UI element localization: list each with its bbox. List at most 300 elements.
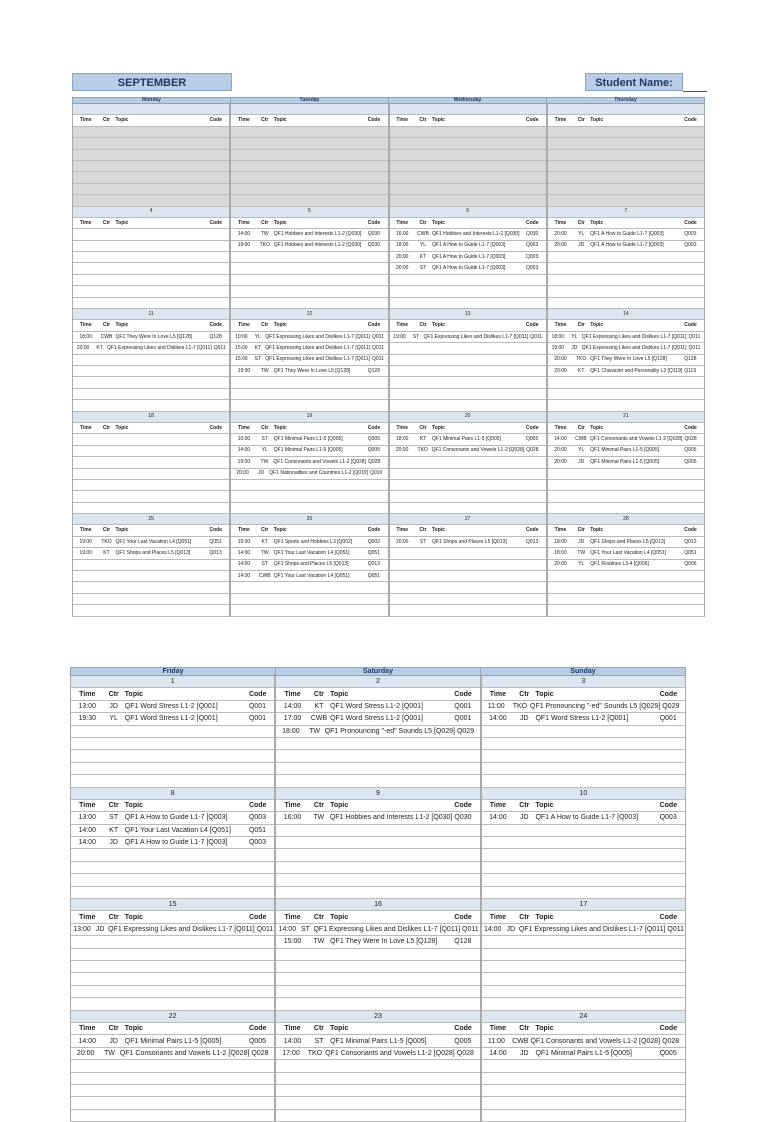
date-number: 19 xyxy=(231,412,387,423)
class-entry-row[interactable] xyxy=(231,434,387,445)
column-header-row xyxy=(231,423,387,434)
empty-row xyxy=(482,750,685,762)
empty-row xyxy=(548,252,704,263)
col-header-topic: Topic xyxy=(535,913,554,921)
class-entry-row[interactable] xyxy=(482,701,685,713)
class-entry-row[interactable] xyxy=(231,457,387,468)
class-time: 20:00 xyxy=(395,253,409,260)
class-time: 20:00 xyxy=(76,1049,95,1057)
class-center: ST xyxy=(419,265,427,272)
class-center: CWB xyxy=(100,333,113,340)
class-entry-row[interactable] xyxy=(231,446,387,457)
class-time: 14:00 xyxy=(489,715,507,723)
day-cell xyxy=(70,788,275,900)
date-number: 25 xyxy=(73,514,229,525)
calendar-fri-sun xyxy=(70,667,686,1057)
col-header-topic: Topic xyxy=(432,424,445,431)
col-header-time: Time xyxy=(79,1025,96,1033)
class-time: 20:00 xyxy=(554,458,567,465)
day-cell xyxy=(72,412,230,515)
empty-row xyxy=(548,275,704,286)
day-header-row xyxy=(70,667,686,676)
col-header-code: Code xyxy=(684,219,697,226)
date-number: 21 xyxy=(548,412,704,423)
col-header-time: Time xyxy=(554,424,567,431)
class-entry-row[interactable] xyxy=(231,537,387,548)
col-header-ctr: Ctr xyxy=(519,1025,530,1033)
col-header-topic: Topic xyxy=(115,424,129,431)
class-center: JD xyxy=(578,538,585,545)
column-header-row xyxy=(73,423,229,434)
class-topic: QF1 Your Last Vacation L4 [Q051] xyxy=(590,549,667,556)
class-entry-row[interactable] xyxy=(390,537,546,548)
class-topic: QF1 Consonants and Vowels L1-2 [Q028] xyxy=(589,436,683,443)
column-header-row xyxy=(231,525,387,536)
col-header-code: Code xyxy=(684,322,697,329)
empty-row xyxy=(71,738,274,750)
empty-row xyxy=(231,389,387,400)
week-row xyxy=(72,207,705,310)
col-header-code: Code xyxy=(684,527,697,534)
col-header-topic: Topic xyxy=(115,117,129,124)
empty-row xyxy=(390,343,546,354)
empty-row xyxy=(231,594,387,605)
class-time: 20:00 xyxy=(395,538,409,545)
date-number: 12 xyxy=(231,309,387,320)
date-number: 11 xyxy=(73,309,229,320)
class-topic: QF1 A How to Guide L1-7 [Q003] xyxy=(432,242,506,249)
class-entry-row[interactable] xyxy=(231,332,387,343)
class-center: JD xyxy=(109,702,118,710)
class-entry-row[interactable] xyxy=(548,537,704,548)
col-header-topic: Topic xyxy=(590,117,604,124)
week-row xyxy=(72,309,705,412)
class-entry-row[interactable] xyxy=(548,229,704,240)
class-center: TW xyxy=(260,367,269,374)
col-header-time: Time xyxy=(238,219,250,226)
class-entry-row[interactable] xyxy=(548,434,704,445)
empty-row xyxy=(390,366,546,377)
class-entry-row[interactable] xyxy=(390,252,546,263)
col-header-ctr: Ctr xyxy=(577,527,585,534)
col-header-time: Time xyxy=(79,913,96,921)
col-header-ctr: Ctr xyxy=(261,424,269,431)
empty-row xyxy=(390,571,546,582)
empty-row xyxy=(71,887,274,899)
class-entry-row[interactable] xyxy=(276,1035,479,1047)
class-code: Q003 xyxy=(684,230,697,237)
col-header-code: Code xyxy=(659,802,678,810)
class-code: Q019 xyxy=(369,470,383,477)
class-topic: QF1 Shops and Places L5 [Q013] xyxy=(273,561,349,568)
col-header-code: Code xyxy=(367,117,381,124)
col-header-time: Time xyxy=(238,322,250,329)
empty-row xyxy=(482,1097,685,1109)
class-topic: QF1 Your Last Vacation L4 [Q051] xyxy=(115,538,192,545)
class-code: Q051 xyxy=(684,549,697,556)
col-header-code: Code xyxy=(526,219,539,226)
class-entry-row[interactable] xyxy=(548,355,704,366)
empty-row xyxy=(73,434,229,445)
class-entry-row[interactable] xyxy=(231,343,387,354)
class-entry-row[interactable] xyxy=(71,713,274,725)
empty-row xyxy=(231,582,387,593)
class-code: Q001 xyxy=(659,715,677,723)
col-header-time: Time xyxy=(396,527,409,534)
class-code: Q006 xyxy=(684,561,697,568)
empty-row xyxy=(390,605,546,616)
class-topic: QF1 Expressing Likes and Dislikes L1-7 [Q011] xyxy=(581,333,687,340)
day-cell xyxy=(70,1011,275,1122)
class-entry-row[interactable] xyxy=(231,560,387,571)
empty-row xyxy=(71,1097,274,1109)
class-center: TKO xyxy=(101,538,112,545)
day-cell xyxy=(389,104,547,207)
class-entry-row[interactable] xyxy=(390,434,546,445)
class-time: 10:00 xyxy=(235,333,248,340)
empty-row xyxy=(482,986,685,998)
class-code: Q005 xyxy=(454,1037,472,1045)
class-code: Q051 xyxy=(209,538,222,545)
class-time: 14:00 xyxy=(78,1037,96,1045)
day-cell xyxy=(547,207,705,310)
col-header-ctr: Ctr xyxy=(313,1025,325,1033)
calendar-grid xyxy=(72,97,705,579)
class-center: KT xyxy=(254,344,262,351)
class-entry-row[interactable] xyxy=(276,726,479,738)
class-center: TW xyxy=(260,458,269,465)
class-entry-row[interactable] xyxy=(276,713,479,725)
day-cell xyxy=(72,207,230,310)
empty-row xyxy=(71,750,274,762)
class-code: Q002 xyxy=(367,538,380,545)
class-entry-row[interactable] xyxy=(390,229,546,240)
column-header-row xyxy=(548,320,704,331)
class-time: 14:00 xyxy=(237,561,251,568)
class-entry-row[interactable] xyxy=(390,332,546,343)
empty-row xyxy=(73,594,229,605)
col-header-topic: Topic xyxy=(124,913,143,921)
empty-row xyxy=(548,480,704,491)
day-cell xyxy=(547,412,705,515)
class-topic: QF1 Minimal Pairs L1-5 [Q005] xyxy=(124,1037,222,1045)
class-entry-row[interactable] xyxy=(276,936,479,948)
class-code: Q030 xyxy=(454,814,472,822)
empty-row xyxy=(390,389,546,400)
col-header-ctr: Ctr xyxy=(102,424,111,431)
class-entry-row[interactable] xyxy=(71,825,274,837)
class-code: Q028 xyxy=(684,436,697,443)
class-entry-row[interactable] xyxy=(482,713,685,725)
col-header-topic: Topic xyxy=(273,527,287,534)
column-header-row xyxy=(482,1023,685,1035)
empty-row xyxy=(390,286,546,297)
empty-row xyxy=(390,582,546,593)
class-entry-row[interactable] xyxy=(482,812,685,824)
date-number: 24 xyxy=(482,1011,685,1023)
class-entry-row[interactable] xyxy=(390,263,546,274)
calendar-mon-thu xyxy=(72,97,705,579)
empty-row xyxy=(71,961,274,973)
day-cell xyxy=(230,207,388,310)
class-code: Q011 xyxy=(371,333,384,340)
column-header-row xyxy=(73,218,229,229)
class-time: 11:00 xyxy=(487,1037,505,1045)
class-entry-row[interactable] xyxy=(71,924,274,936)
empty-row xyxy=(71,1060,274,1072)
empty-row xyxy=(73,571,229,582)
col-header-time: Time xyxy=(489,802,506,810)
col-header-code: Code xyxy=(209,117,222,124)
class-code: Q005 xyxy=(248,1037,267,1045)
class-entry-row[interactable] xyxy=(231,229,387,240)
class-time: 14:00 xyxy=(554,436,567,443)
class-code: Q005 xyxy=(684,458,697,465)
empty-row xyxy=(231,503,387,514)
col-header-ctr: Ctr xyxy=(102,322,111,329)
empty-row xyxy=(548,491,704,502)
class-code: Q005 xyxy=(367,436,380,443)
class-code: Q005 xyxy=(526,436,539,443)
empty-row xyxy=(231,184,387,195)
class-center: ST xyxy=(314,1037,324,1045)
class-code: Q011 xyxy=(667,926,684,933)
class-time: 13:00 xyxy=(78,702,96,710)
column-header-row xyxy=(390,320,546,331)
col-header-time: Time xyxy=(554,322,567,329)
class-entry-row[interactable] xyxy=(71,701,274,713)
month-title: SEPTEMBER xyxy=(72,73,232,91)
empty-row xyxy=(548,127,704,138)
empty-row xyxy=(276,750,479,762)
class-topic: QF1 Expressing Likes and Dislikes L1-7 [Q011] xyxy=(265,333,370,340)
class-code: Q011 xyxy=(371,344,384,351)
col-header-time: Time xyxy=(238,117,250,124)
class-entry-row[interactable] xyxy=(73,537,229,548)
class-topic: QF1 A How to Guide L1-7 [Q003] xyxy=(432,253,506,260)
class-entry-row[interactable] xyxy=(390,446,546,457)
class-center: ST xyxy=(300,926,310,933)
class-topic: QF1 Minimal Pairs L1-5 [Q005] xyxy=(535,1049,632,1057)
date-number: 27 xyxy=(390,514,546,525)
empty-row xyxy=(276,738,479,750)
class-entry-row[interactable] xyxy=(231,469,387,480)
class-entry-row[interactable] xyxy=(482,1048,685,1060)
class-topic: QF1 Consonants and Vowels L1-2 [Q028] xyxy=(431,447,525,454)
day-cell xyxy=(275,676,480,788)
class-topic: QF1 Expressing Likes and Dislikes L1-7 [Q011] xyxy=(313,926,461,933)
class-center: ST xyxy=(261,561,268,568)
col-header-topic: Topic xyxy=(124,802,143,810)
col-header-time: Time xyxy=(79,424,92,431)
class-code: Q001 xyxy=(248,715,267,723)
empty-row xyxy=(276,837,479,849)
class-code: Q119 xyxy=(684,367,697,374)
col-header-code: Code xyxy=(248,690,267,698)
class-topic: QF1 Pronouncing "-ed" Sounds L5 [Q029] xyxy=(324,727,455,735)
empty-row xyxy=(73,127,229,138)
empty-row xyxy=(390,184,546,195)
empty-row xyxy=(73,184,229,195)
class-code: Q011 xyxy=(688,333,701,340)
empty-row xyxy=(276,973,479,985)
empty-row xyxy=(231,298,387,309)
class-time: 14:00 xyxy=(78,826,96,834)
date-number: 8 xyxy=(71,788,274,800)
class-topic: QF1 A How to Guide L1-7 [Q003] xyxy=(535,814,639,822)
column-header-row xyxy=(276,1023,479,1035)
empty-row xyxy=(73,480,229,491)
class-center: JD xyxy=(578,242,585,249)
class-topic: QF1 A How to Guide L1-7 [Q003] xyxy=(590,230,664,237)
class-code: Q030 xyxy=(367,230,380,237)
class-entry-row[interactable] xyxy=(276,812,479,824)
class-entry-row[interactable] xyxy=(482,1035,685,1047)
col-header-code: Code xyxy=(248,913,267,921)
class-entry-row[interactable] xyxy=(548,446,704,457)
col-header-code: Code xyxy=(367,424,381,431)
class-code: Q028 xyxy=(367,458,381,465)
class-code: Q003 xyxy=(526,253,539,260)
class-time: 20:00 xyxy=(236,470,249,477)
class-entry-row[interactable] xyxy=(548,457,704,468)
col-header-topic: Topic xyxy=(535,690,554,698)
class-entry-row[interactable] xyxy=(548,343,704,354)
empty-row xyxy=(276,986,479,998)
class-center: CWB xyxy=(310,715,328,723)
day-name-monday: Monday xyxy=(73,98,231,103)
empty-row xyxy=(71,998,274,1010)
class-topic: QF1 Hobbies and Interests L1-2 [Q030] xyxy=(273,230,362,237)
date-number xyxy=(548,104,704,115)
class-entry-row[interactable] xyxy=(73,343,229,354)
empty-row xyxy=(73,377,229,388)
day-cell xyxy=(72,309,230,412)
column-header-row xyxy=(231,320,387,331)
class-time: 16:00 xyxy=(395,230,409,237)
class-topic: QF1 Pronouncing "-ed" Sounds L5 [Q029] xyxy=(530,702,661,710)
class-entry-row[interactable] xyxy=(548,366,704,377)
class-entry-row[interactable] xyxy=(231,548,387,559)
class-time: 20:00 xyxy=(76,344,90,351)
class-center: TW xyxy=(577,549,586,556)
class-code: Q003 xyxy=(526,265,539,272)
class-center: CWB xyxy=(258,572,271,579)
class-center: YL xyxy=(571,333,578,340)
col-header-time: Time xyxy=(284,1025,301,1033)
class-topic: QF1 Expressing Likes and Dislikes L1-7 [Q011] xyxy=(107,344,212,351)
class-time: 18:00 xyxy=(551,333,565,340)
class-time: 19:00 xyxy=(79,549,92,556)
class-entry-row[interactable] xyxy=(231,355,387,366)
class-entry-row[interactable] xyxy=(73,548,229,559)
class-entry-row[interactable] xyxy=(276,701,479,713)
date-number: 17 xyxy=(482,899,685,911)
empty-row xyxy=(482,936,685,948)
col-header-code: Code xyxy=(367,322,381,329)
col-header-time: Time xyxy=(238,527,250,534)
class-entry-row[interactable] xyxy=(548,548,704,559)
col-header-code: Code xyxy=(526,322,539,329)
class-topic: QF1 Expressing Likes and Dislikes L1-7 [Q011] xyxy=(423,333,529,340)
col-header-code: Code xyxy=(209,219,222,226)
class-entry-row[interactable] xyxy=(548,241,704,252)
col-header-time: Time xyxy=(554,117,567,124)
student-name-field[interactable] xyxy=(683,73,707,92)
col-header-time: Time xyxy=(79,690,96,698)
class-time: 20:00 xyxy=(554,367,567,374)
empty-row xyxy=(71,1085,274,1097)
class-entry-row[interactable] xyxy=(71,1035,274,1047)
class-topic: QF1 Shops and Places L5 [Q013] xyxy=(590,538,666,545)
col-header-code: Code xyxy=(684,424,697,431)
class-entry-row[interactable] xyxy=(231,571,387,582)
class-entry-row[interactable] xyxy=(548,560,704,571)
date-number xyxy=(390,104,546,115)
day-cell xyxy=(230,104,388,207)
column-header-row xyxy=(390,218,546,229)
class-code: Q051 xyxy=(248,826,267,834)
class-entry-row[interactable] xyxy=(276,924,479,936)
class-time: 20:00 xyxy=(554,230,567,237)
col-header-time: Time xyxy=(554,527,567,534)
class-entry-row[interactable] xyxy=(231,366,387,377)
day-cell xyxy=(230,514,388,617)
empty-row xyxy=(73,263,229,274)
class-entry-row[interactable] xyxy=(548,332,704,343)
class-code: Q003 xyxy=(684,242,697,249)
col-header-code: Code xyxy=(209,424,222,431)
col-header-ctr: Ctr xyxy=(108,690,119,698)
class-code: Q003 xyxy=(248,839,267,847)
empty-row xyxy=(548,263,704,274)
class-topic: QF1 Shops and Places L5 [Q013] xyxy=(115,549,191,556)
column-header-row xyxy=(276,688,479,700)
class-entry-row[interactable] xyxy=(71,837,274,849)
col-header-ctr: Ctr xyxy=(108,1025,119,1033)
date-number: 14 xyxy=(548,309,704,320)
class-code: Q029 xyxy=(662,702,680,710)
class-center: TKO xyxy=(259,242,270,249)
empty-row xyxy=(73,503,229,514)
class-topic: QF1 Minimal Pairs L1-5 [Q005] xyxy=(432,436,501,443)
class-entry-row[interactable] xyxy=(276,1048,479,1060)
col-header-code: Code xyxy=(454,1025,472,1033)
col-header-topic: Topic xyxy=(535,802,554,810)
class-entry-row[interactable] xyxy=(73,332,229,343)
class-entry-row[interactable] xyxy=(390,241,546,252)
class-entry-row[interactable] xyxy=(231,241,387,252)
class-topic: QF1 A How to Guide L1-7 [Q003] xyxy=(432,265,506,272)
empty-row xyxy=(276,849,479,861)
empty-row xyxy=(73,605,229,616)
class-topic: QF1 Minimal Pairs L1-5 [Q005] xyxy=(330,1037,427,1045)
date-number: 7 xyxy=(548,207,704,218)
empty-row xyxy=(73,355,229,366)
col-header-time: Time xyxy=(284,913,301,921)
date-number: 28 xyxy=(548,514,704,525)
col-header-ctr: Ctr xyxy=(419,424,427,431)
class-entry-row[interactable] xyxy=(482,924,685,936)
class-entry-row[interactable] xyxy=(71,812,274,824)
date-number: 23 xyxy=(276,1011,479,1023)
col-header-code: Code xyxy=(684,117,697,124)
class-entry-row[interactable] xyxy=(71,1048,274,1060)
date-number: 18 xyxy=(73,412,229,423)
col-header-topic: Topic xyxy=(432,219,445,226)
empty-row xyxy=(231,263,387,274)
day-cell xyxy=(275,788,480,900)
